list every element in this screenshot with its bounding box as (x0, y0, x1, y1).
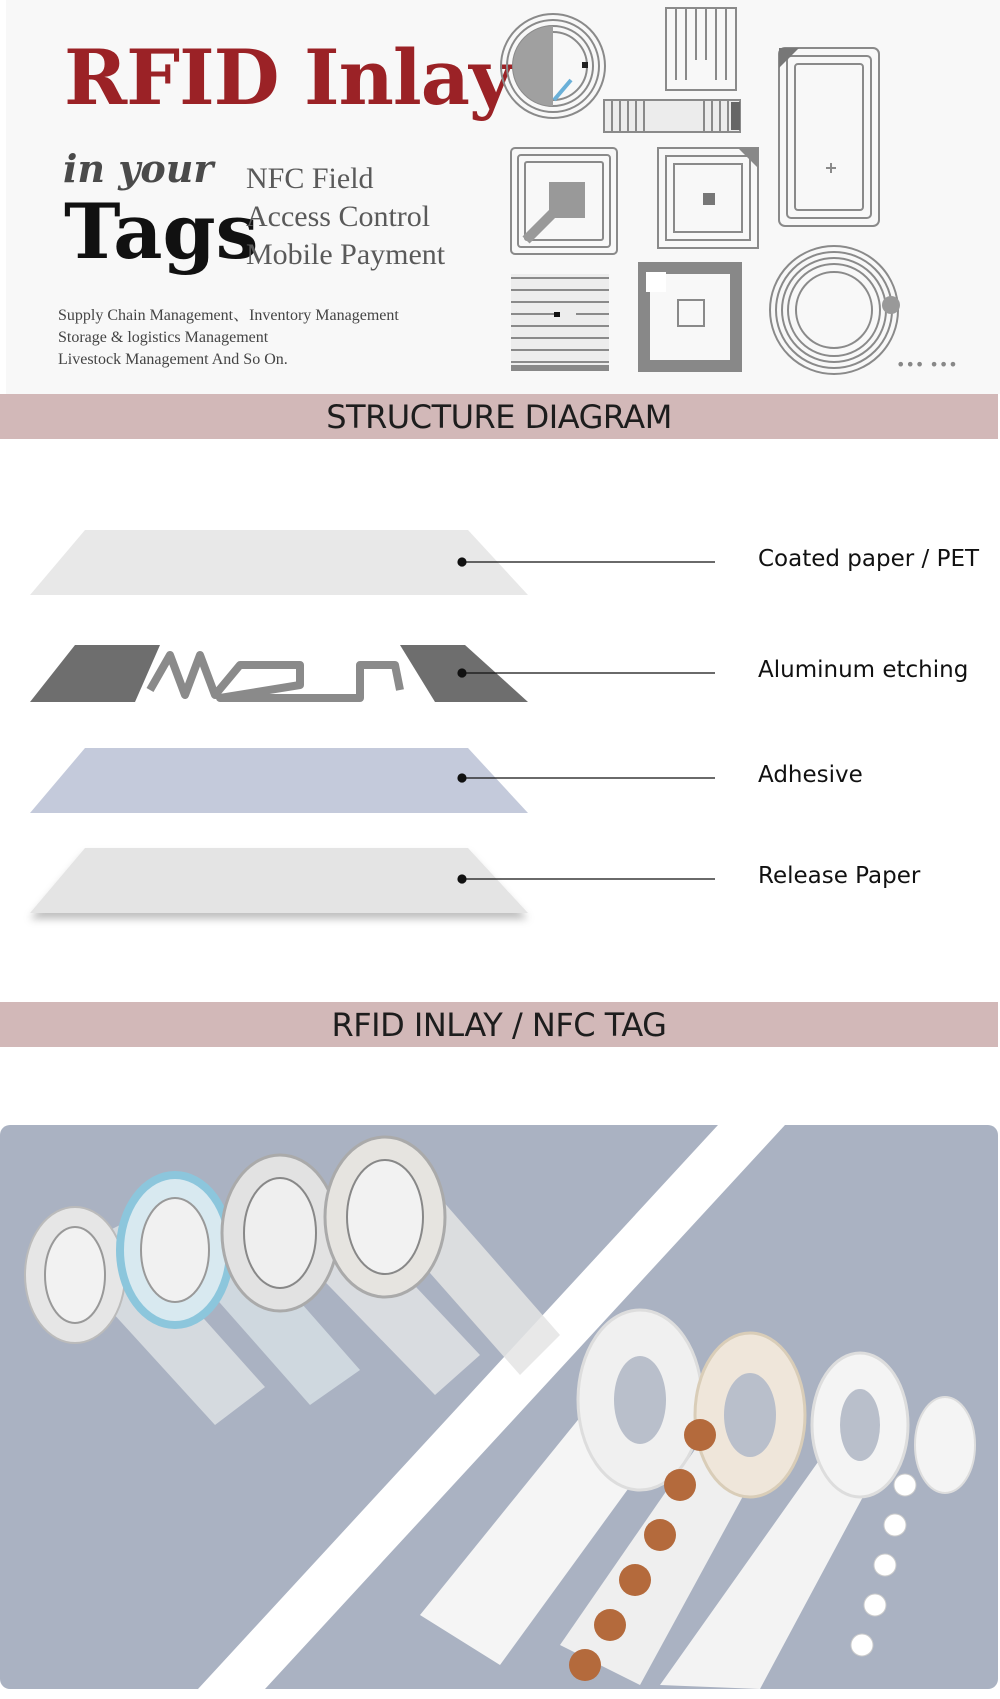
structure-diagram (0, 440, 1000, 1000)
layer-label: Release Paper (758, 863, 921, 889)
leader-dot (458, 875, 466, 883)
inlay-antenna-gallery (496, 0, 976, 390)
application-list (58, 305, 399, 371)
more-dots: ••• ••• (896, 355, 958, 374)
hf-stripe-antenna-icon (511, 274, 609, 371)
layer-release-paper (30, 848, 528, 913)
large-round-coil-antenna-icon (770, 246, 900, 374)
layer-label: Adhesive (758, 762, 863, 788)
rectangular-coil-antenna-icon (779, 48, 879, 226)
leader-dot (458, 774, 466, 782)
hero-subtitle-in-your: in your (63, 146, 214, 191)
layer-label: Aluminum etching (758, 657, 969, 683)
layer-coated-paper (30, 530, 528, 595)
layer-stack-illustration (0, 440, 1000, 1000)
layer-adhesive (30, 748, 528, 813)
hero-banner (6, 0, 1000, 394)
hero-subtitle-tags: Tags (64, 187, 259, 276)
hero-title: RFID Inlay (64, 33, 513, 122)
application-item: Storage & logistics Management (58, 329, 269, 346)
square-coil-small-antenna-icon (658, 148, 758, 248)
feature-list (246, 160, 445, 274)
uhf-dipole-antenna-icon (666, 8, 736, 90)
uhf-long-antenna-icon (604, 100, 740, 132)
application-item: Supply Chain Management、Inventory Management (58, 307, 399, 324)
frame-antenna-icon (644, 268, 736, 366)
feature-item: Mobile Payment (246, 238, 446, 271)
layer-label: Coated paper / PET (758, 546, 980, 572)
round-inlay-antenna-icon (501, 14, 605, 118)
nfc-dot-tags (851, 1474, 916, 1656)
products-section-title: RFID INLAY / NFC TAG (331, 1005, 667, 1044)
leader-dot (458, 669, 466, 677)
feature-item: Access Control (246, 200, 431, 233)
product-rolls-photo (0, 1125, 998, 1689)
inlay-rolls-group (25, 1137, 560, 1425)
application-item: Livestock Management And So On. (58, 351, 288, 368)
square-coil-antenna-icon (511, 148, 617, 254)
leader-dot (458, 558, 466, 566)
feature-item: NFC Field (246, 162, 374, 195)
structure-section-title: STRUCTURE DIAGRAM (326, 397, 672, 436)
products-section-header (0, 1002, 998, 1047)
product-rolls-illustration (0, 1125, 998, 1689)
structure-section-header (0, 394, 998, 439)
layer-aluminum-etching (30, 645, 528, 702)
